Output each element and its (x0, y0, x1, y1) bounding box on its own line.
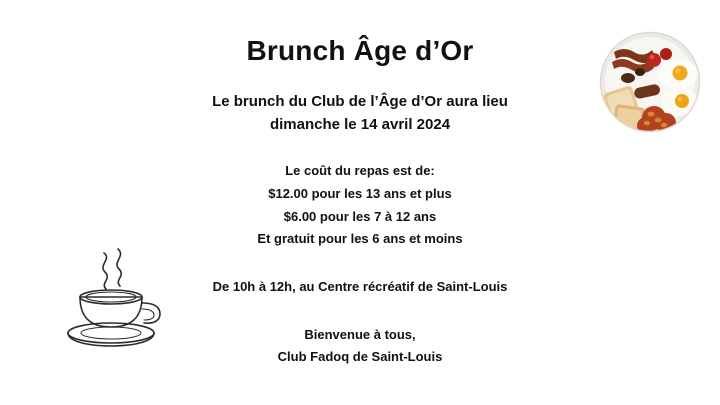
price-list (0, 160, 720, 251)
price-row-free: Et gratuit pour les 6 ans et moins (257, 231, 463, 247)
announcement-line-2: dimanche le 14 avril 2024 (269, 115, 451, 133)
coffee-cup-image (44, 247, 184, 357)
price-row-children: $6.00 pour les 7 à 12 ans (283, 208, 437, 224)
event-time-and-location: De 10h à 12h, au Centre récréatif de Saint-Louis (212, 279, 508, 295)
breakfast-plate-image (594, 26, 706, 138)
price-row-adults: $12.00 pour les 13 ans et plus (268, 185, 452, 201)
breakfast-plate-icon (594, 26, 706, 138)
signoff-welcome: Bienvenue à tous, (304, 326, 416, 342)
signoff-organization: Club Fadoq de Saint-Louis (277, 348, 443, 364)
price-list-intro: Le coût du repas est de: (285, 163, 435, 179)
page-title: Brunch Âge d’Or (246, 35, 474, 66)
announcement-line-1: Le brunch du Club de l’Âge d’Or aura lieu (212, 92, 508, 110)
coffee-cup-icon (44, 247, 184, 357)
